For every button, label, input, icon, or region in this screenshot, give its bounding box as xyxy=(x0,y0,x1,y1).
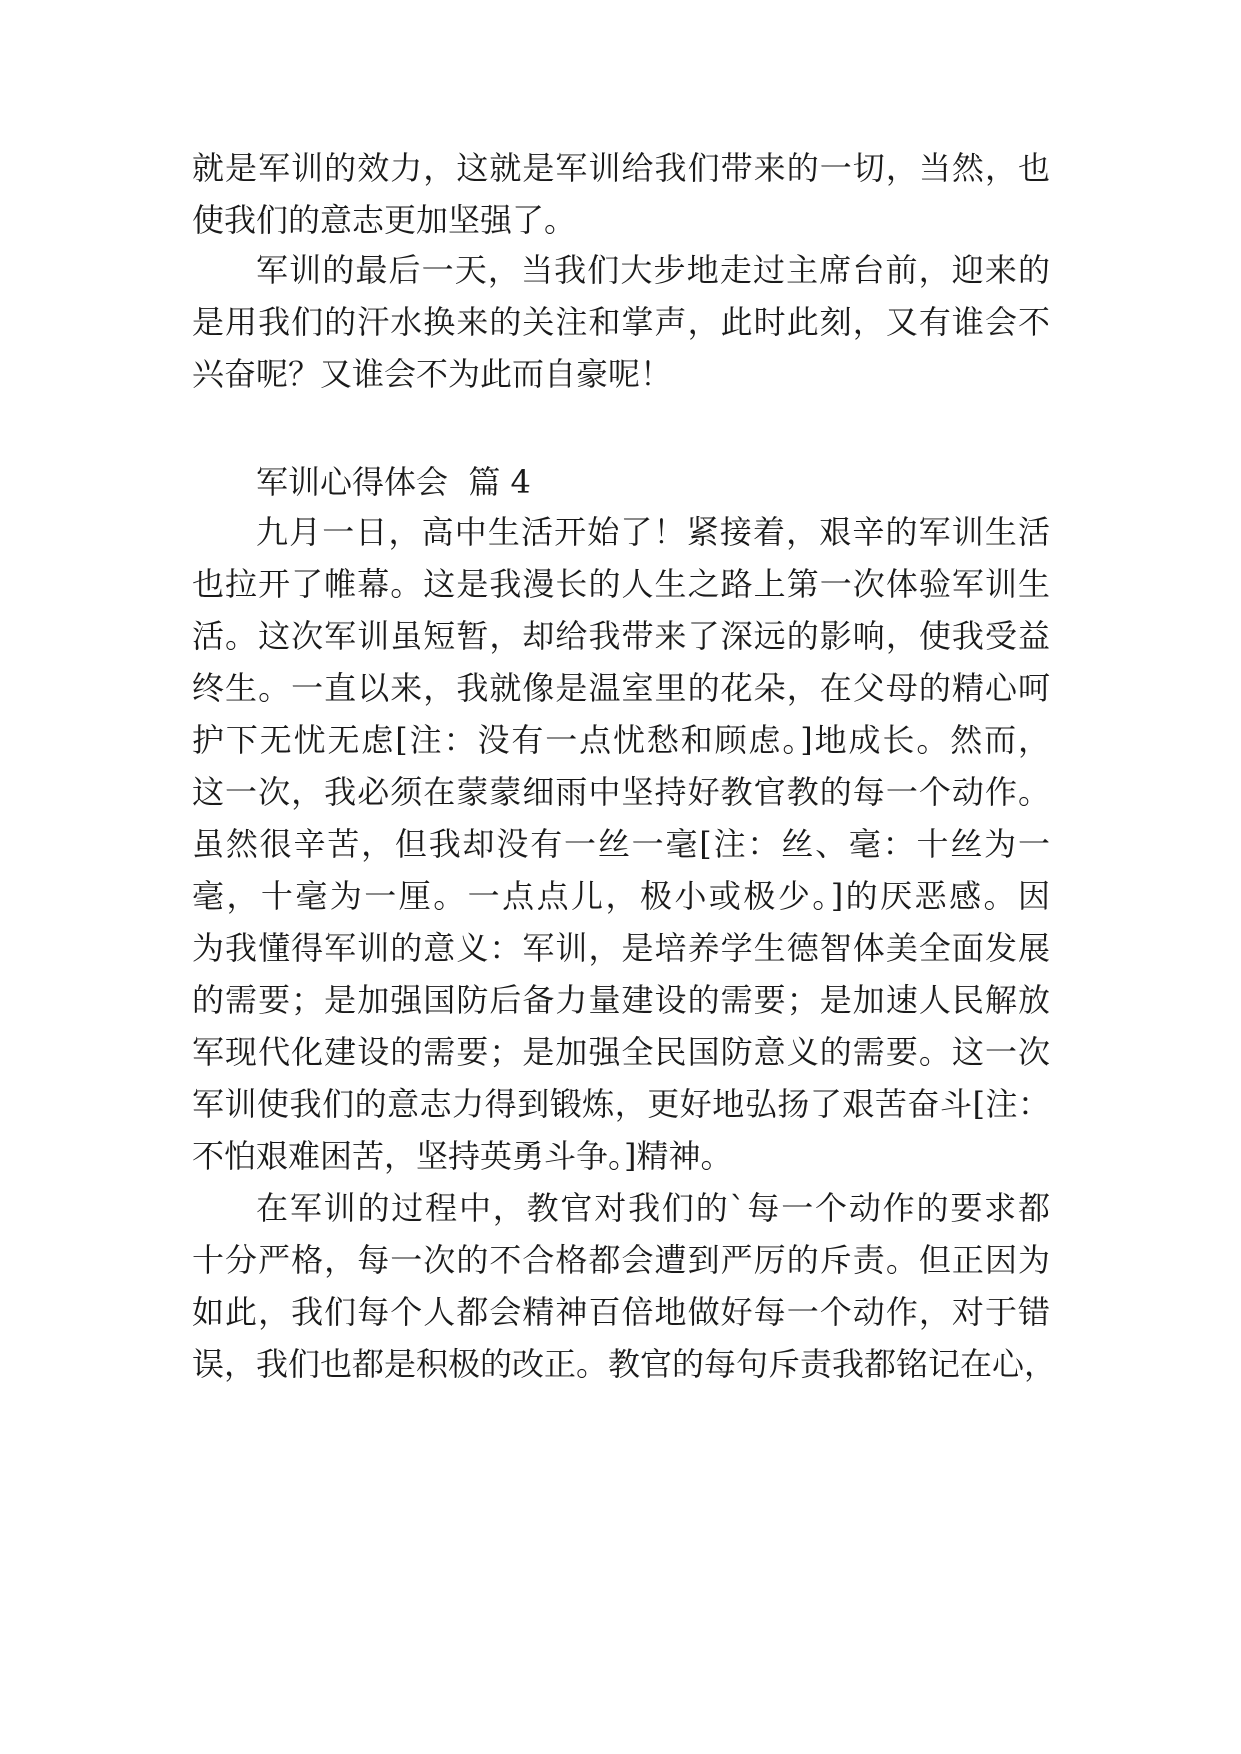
text-line: 活。这次军训虽短暂，却给我带来了深远的影响，使我受益 xyxy=(192,617,1050,655)
text-line: 为我懂得军训的意义：军训，是培养学生德智体美全面发展 xyxy=(192,929,1050,967)
text-line: 九月一日，高中生活开始了！紧接着，艰辛的军训生活 xyxy=(256,513,1050,551)
text-line: 虽然很辛苦，但我却没有一丝一毫[注：丝、毫：十丝为一 xyxy=(192,825,1050,863)
text-line: 终生。一直以来，我就像是温室里的花朵，在父母的精心呵 xyxy=(192,669,1050,707)
text-line: 使我们的意志更加坚强了。 xyxy=(192,201,577,239)
text-line: 也拉开了帷幕。这是我漫长的人生之路上第一次体验军训生 xyxy=(192,565,1050,603)
text-line: 兴奋呢？又谁会不为此而自豪呢！ xyxy=(192,355,673,393)
text-line: 军训的最后一天，当我们大步地走过主席台前，迎来的 xyxy=(256,251,1050,289)
text-line: 就是军训的效力，这就是军训给我们带来的一切，当然，也 xyxy=(192,149,1050,187)
text-line: 十分严格，每一次的不合格都会遭到严厉的斥责。但正因为 xyxy=(192,1241,1050,1279)
text-line: 军训使我们的意志力得到锻炼，更好地弘扬了艰苦奋斗[注： xyxy=(192,1085,1050,1123)
text-line: 护下无忧无虑[注：没有一点忧愁和顾虑。]地成长。然而， xyxy=(192,721,1050,759)
text-line: 是用我们的汗水换来的关注和掌声，此时此刻，又有谁会不 xyxy=(192,303,1050,341)
text-line: 如此，我们每个人都会精神百倍地做好每一个动作，对于错 xyxy=(192,1293,1050,1331)
text-line: 毫，十毫为一厘。一点点儿，极小或极少。]的厌恶感。因 xyxy=(192,877,1050,915)
text-line: 误，我们也都是积极的改正。教官的每句斥责我都铭记在心， xyxy=(192,1345,1057,1383)
text-line: 这一次，我必须在蒙蒙细雨中坚持好教官教的每一个动作。 xyxy=(192,773,1050,811)
text-line: 不怕艰难困苦，坚持英勇斗争。]精神。 xyxy=(192,1137,733,1175)
section-heading: 军训心得体会 篇 4 xyxy=(256,463,531,501)
text-line: 军现代化建设的需要；是加强全民国防意义的需要。这一次 xyxy=(192,1033,1050,1071)
text-line: 在军训的过程中，教官对我们的`每一个动作的要求都 xyxy=(256,1189,1050,1227)
text-line: 的需要；是加强国防后备力量建设的需要；是加速人民解放 xyxy=(192,981,1050,1019)
